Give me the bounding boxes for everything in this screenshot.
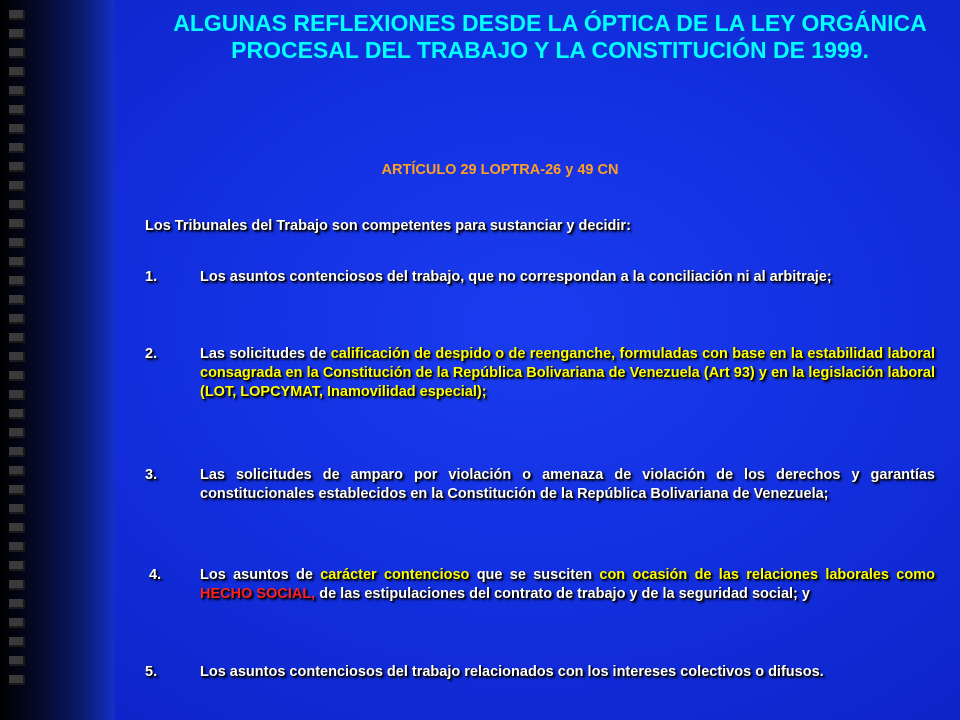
square-bullet-icon bbox=[9, 599, 25, 609]
list-item-2 bbox=[145, 345, 935, 402]
text-segment: Las solicitudes de bbox=[200, 346, 331, 362]
square-bullet-icon bbox=[9, 219, 25, 229]
square-bullet-icon bbox=[9, 48, 25, 58]
list-item-5 bbox=[145, 663, 935, 682]
list-item-4 bbox=[145, 566, 935, 604]
square-bullet-icon bbox=[9, 656, 25, 666]
square-bullet-icon bbox=[9, 333, 25, 343]
square-bullet-icon bbox=[9, 10, 25, 20]
square-bullet-icon bbox=[9, 67, 25, 77]
square-bullet-icon bbox=[9, 504, 25, 514]
square-bullet-icon bbox=[9, 390, 25, 400]
square-bullet-icon bbox=[9, 276, 25, 286]
list-item-3 bbox=[145, 466, 935, 504]
square-bullet-icon bbox=[9, 143, 25, 153]
square-bullet-icon bbox=[9, 675, 25, 685]
square-bullet-icon bbox=[9, 124, 25, 134]
item-text bbox=[200, 345, 935, 402]
square-bullet-icon bbox=[9, 409, 25, 419]
article-heading: ARTÍCULO 29 LOPTRA-26 y 49 CN bbox=[381, 162, 619, 178]
intro-text: Los Tribunales del Trabajo son competentes para sustanciar y decidir: bbox=[145, 218, 631, 234]
square-bullet-icon bbox=[9, 580, 25, 590]
emphasis-segment: HECHO SOCIAL, bbox=[200, 586, 316, 602]
square-bullet-icon bbox=[9, 181, 25, 191]
square-bullet-icon bbox=[9, 105, 25, 115]
square-bullet-icon bbox=[9, 561, 25, 571]
square-bullet-icon bbox=[9, 485, 25, 495]
text-segment: de las estipulaciones del contrato de trabajo y de la seguridad social; y bbox=[315, 586, 810, 602]
text-segment: Las solicitudes de amparo por violación o amenaza de violación de los derechos y garantías constitucionales establecidos en la Constitución de la República Bolivariana de Venezuela; bbox=[200, 467, 935, 502]
square-bullet-icon bbox=[9, 542, 25, 552]
square-bullet-icon bbox=[9, 447, 25, 457]
highlight-segment: carácter contencioso bbox=[320, 567, 470, 583]
square-bullet-icon bbox=[9, 523, 25, 533]
list-item-1 bbox=[145, 268, 935, 287]
square-bullet-icon bbox=[9, 314, 25, 324]
text-segment: que se susciten bbox=[469, 567, 600, 583]
item-number: 4. bbox=[149, 567, 162, 583]
square-bullet-icon bbox=[9, 371, 25, 381]
square-bullet-icon bbox=[9, 29, 25, 39]
square-bullet-icon bbox=[9, 637, 25, 647]
square-bullets-column bbox=[9, 10, 25, 694]
item-text bbox=[200, 663, 935, 682]
text-segment: Los asuntos contenciosos del trabajo relacionados con los intereses colectivos o difusos. bbox=[200, 664, 824, 680]
item-text bbox=[200, 566, 935, 604]
square-bullet-icon bbox=[9, 200, 25, 210]
highlight-segment: calificación de despido o de reenganche, formuladas con base en la estabilidad laboral consagrada en la Constitución de la República Bolivariana de Venezuela (Art 93) y en la legislación laboral (LOT, LOPCYMAT, Inamovilidad especial); bbox=[200, 346, 935, 400]
item-text bbox=[200, 466, 935, 504]
page-title: ALGUNAS REFLEXIONES DESDE LA ÓPTICA DE LA LEY ORGÁNICA PROCESAL DEL TRABAJO Y LA CONSTITUCIÓN DE 1999. bbox=[173, 10, 927, 63]
square-bullet-icon bbox=[9, 257, 25, 267]
square-bullet-icon bbox=[9, 466, 25, 476]
square-bullet-icon bbox=[9, 162, 25, 172]
item-number: 2. bbox=[145, 346, 158, 362]
item-number: 1. bbox=[145, 269, 158, 285]
square-bullet-icon bbox=[9, 295, 25, 305]
item-number: 5. bbox=[145, 664, 158, 680]
item-number: 3. bbox=[145, 467, 158, 483]
sidebar-decoration bbox=[0, 0, 115, 720]
text-segment: Los asuntos contenciosos del trabajo, que no correspondan a la conciliación ni al arbitraje; bbox=[200, 269, 832, 285]
text-segment: Los asuntos de bbox=[200, 567, 321, 583]
square-bullet-icon bbox=[9, 428, 25, 438]
square-bullet-icon bbox=[9, 352, 25, 362]
square-bullet-icon bbox=[9, 618, 25, 628]
item-text bbox=[200, 268, 935, 287]
square-bullet-icon bbox=[9, 238, 25, 248]
square-bullet-icon bbox=[9, 86, 25, 96]
highlight-segment: con ocasión de las relaciones laborales como bbox=[599, 567, 935, 583]
